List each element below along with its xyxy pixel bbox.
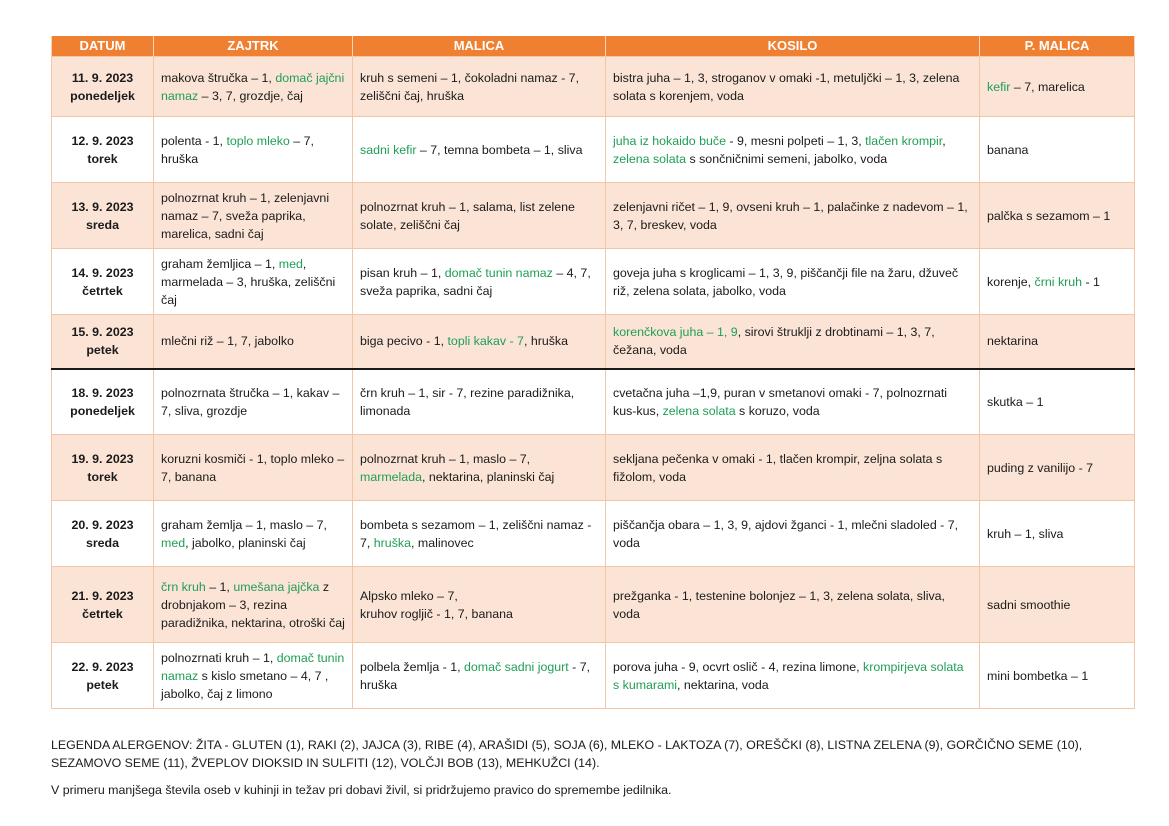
menu-text: polenta - 1, bbox=[161, 133, 227, 148]
weekday-label: petek bbox=[86, 343, 119, 358]
menu-text: bombeta s sezamom – 1, zeliščni namaz - 7, bbox=[360, 517, 592, 550]
menu-text: graham žemlja – 1, maslo – 7, bbox=[161, 517, 327, 532]
menu-row bbox=[52, 567, 1135, 643]
p-malica-cell bbox=[980, 183, 1135, 249]
menu-text: porova juha - 9, ocvrt oslič - 4, rezina limone, bbox=[613, 659, 863, 674]
p-malica-cell bbox=[980, 57, 1135, 117]
day-cell bbox=[52, 249, 154, 315]
date-label: 11. 9. 2023 bbox=[71, 70, 134, 85]
header-zajtrk: ZAJTRK bbox=[154, 36, 353, 57]
malica-cell bbox=[353, 643, 606, 709]
weekday-label: ponedeljek bbox=[70, 403, 135, 418]
menu-text: prežganka - 1, testenine bolonjez – 1, 3, zelena solata, sliva, voda bbox=[613, 588, 946, 621]
malica-cell bbox=[353, 117, 606, 183]
menu-text: sadni smoothie bbox=[987, 597, 1071, 612]
weekday-label: četrtek bbox=[82, 606, 123, 621]
kosilo-cell bbox=[606, 249, 980, 315]
p-malica-cell bbox=[980, 643, 1135, 709]
menu-text: polnozrnata štručka – 1, kakav – 7, sliva, grozdje bbox=[161, 385, 340, 418]
p-malica-cell bbox=[980, 369, 1135, 435]
disclaimer-note: V primeru manjšega števila oseb v kuhinji in težav pri dobavi živil, si pridržujemo pravico do spremembe jedilnika. bbox=[51, 783, 672, 797]
highlighted-food-item: črni kruh bbox=[1034, 274, 1083, 289]
day-cell bbox=[52, 643, 154, 709]
menu-text: – 1, bbox=[205, 579, 234, 594]
menu-text: koruzni kosmiči - 1, toplo mleko – 7, banana bbox=[161, 451, 345, 484]
day-cell bbox=[52, 183, 154, 249]
menu-text: – 7, temna bombeta – 1, sliva bbox=[416, 142, 583, 157]
menu-text: s kislo smetano – 4, 7 , jabolko, čaj z limono bbox=[161, 668, 329, 701]
menu-text: , bbox=[942, 133, 946, 148]
day-cell bbox=[52, 315, 154, 369]
menu-text: kruh – 1, sliva bbox=[987, 526, 1064, 541]
day-cell bbox=[52, 117, 154, 183]
menu-text: bistra juha – 1, 3, stroganov v omaki -1, metuljčki – 1, 3, zelena solata s korenjem, voda bbox=[613, 70, 960, 103]
menu-text: , marmelada – 3, hruška, zeliščni čaj bbox=[161, 256, 336, 307]
menu-row bbox=[52, 183, 1135, 249]
zajtrk-cell bbox=[154, 117, 353, 183]
menu-text: biga pecivo - 1, bbox=[360, 334, 448, 349]
highlighted-food-item: zelena solata bbox=[662, 403, 736, 418]
highlighted-food-item: zelena solata bbox=[613, 151, 687, 166]
date-label: 19. 9. 2023 bbox=[71, 451, 134, 466]
malica-cell bbox=[353, 315, 606, 369]
date-label: 18. 9. 2023 bbox=[71, 385, 134, 400]
zajtrk-cell bbox=[154, 315, 353, 369]
highlighted-food-item: korenčkova juha – 1, 9 bbox=[613, 325, 738, 340]
highlighted-food-item: hruška bbox=[373, 535, 411, 550]
highlighted-food-item: marmelada bbox=[360, 469, 422, 484]
menu-text: - 9, mesni polpeti – 1, 3, bbox=[725, 133, 866, 148]
kosilo-cell bbox=[606, 501, 980, 567]
menu-text: graham žemljica – 1, bbox=[161, 256, 279, 271]
header-p-malica: P. MALICA bbox=[980, 36, 1135, 57]
highlighted-food-item: juha iz hokaido buče bbox=[613, 133, 726, 148]
day-cell bbox=[52, 57, 154, 117]
menu-text: skutka – 1 bbox=[987, 394, 1044, 409]
date-label: 21. 9. 2023 bbox=[71, 588, 134, 603]
highlighted-food-item: sadni kefir bbox=[360, 142, 417, 157]
menu-text: kruh s semeni – 1, čokoladni namaz - 7, zeliščni čaj, hruška bbox=[360, 70, 580, 103]
menu-text: Alpsko mleko – 7, bbox=[360, 588, 458, 603]
malica-cell bbox=[353, 567, 606, 643]
kosilo-cell bbox=[606, 369, 980, 435]
menu-row bbox=[52, 369, 1135, 435]
zajtrk-cell bbox=[154, 567, 353, 643]
menu-text: - 7, hruška bbox=[360, 659, 591, 692]
date-label: 14. 9. 2023 bbox=[71, 265, 134, 280]
zajtrk-cell bbox=[154, 57, 353, 117]
zajtrk-cell bbox=[154, 183, 353, 249]
menu-text: – 7, marelica bbox=[1010, 79, 1085, 94]
zajtrk-cell bbox=[154, 643, 353, 709]
malica-cell bbox=[353, 369, 606, 435]
kosilo-cell bbox=[606, 117, 980, 183]
menu-row bbox=[52, 643, 1135, 709]
date-label: 12. 9. 2023 bbox=[71, 133, 134, 148]
highlighted-food-item: krompirjeva solata s kumarami bbox=[613, 659, 964, 692]
menu-text: polbela žemlja - 1, bbox=[360, 659, 464, 674]
menu-text: zelenjavni ričet – 1, 9, ovseni kruh – 1, palačinke z nadevom – 1, 3, 7, breskev, voda bbox=[613, 199, 968, 232]
menu-text: z drobnjakom – 3, rezina paradižnika, nektarina, otroški čaj bbox=[161, 579, 345, 630]
malica-cell bbox=[353, 435, 606, 501]
menu-text: , nektarina, planinski čaj bbox=[421, 469, 555, 484]
menu-text: polnozrnat kruh – 1, salama, list zelene solate, zeliščni čaj bbox=[360, 199, 575, 232]
kosilo-cell bbox=[606, 435, 980, 501]
zajtrk-cell bbox=[154, 501, 353, 567]
highlighted-food-item: topli kakav - 7 bbox=[447, 334, 524, 349]
highlighted-food-item: tlačen krompir bbox=[865, 133, 943, 148]
menu-text: banana bbox=[987, 142, 1029, 157]
menu-text: pisan kruh – 1, bbox=[360, 265, 445, 280]
malica-cell bbox=[353, 183, 606, 249]
menu-text: s koruzo, voda bbox=[735, 403, 820, 418]
header-datum: DATUM bbox=[52, 36, 154, 57]
menu-text: mini bombetka – 1 bbox=[987, 668, 1089, 683]
weekday-label: sreda bbox=[85, 217, 120, 232]
menu-row bbox=[52, 117, 1135, 183]
menu-text: , nektarina, voda bbox=[677, 677, 769, 692]
menu-text: makova štručka – 1, bbox=[161, 70, 276, 85]
date-label: 20. 9. 2023 bbox=[71, 517, 134, 532]
menu-text: mlečni riž – 1, 7, jabolko bbox=[161, 334, 294, 349]
highlighted-food-item: domač tunin namaz bbox=[161, 650, 345, 683]
menu-text: cvetačna juha –1,9, puran v smetanovi omaki - 7, polnozrnati kus-kus, bbox=[613, 385, 948, 418]
highlighted-food-item: toplo mleko bbox=[226, 133, 290, 148]
weekday-label: torek bbox=[87, 469, 118, 484]
menu-text: polnozrnat kruh – 1, maslo – 7, bbox=[360, 451, 531, 466]
highlighted-food-item: domač sadni jogurt bbox=[464, 659, 569, 674]
menu-row bbox=[52, 501, 1135, 567]
day-cell bbox=[52, 369, 154, 435]
highlighted-food-item: črn kruh bbox=[161, 579, 206, 594]
date-label: 22. 9. 2023 bbox=[71, 659, 134, 674]
highlighted-food-item: umešana jajčka bbox=[233, 579, 320, 594]
kosilo-cell bbox=[606, 57, 980, 117]
menu-text: s sončničnimi semeni, jabolko, voda bbox=[686, 151, 888, 166]
p-malica-cell bbox=[980, 315, 1135, 369]
zajtrk-cell bbox=[154, 249, 353, 315]
malica-cell bbox=[353, 249, 606, 315]
menu-text: polnozrnat kruh – 1, zelenjavni namaz – 7, sveža paprika, marelica, sadni čaj bbox=[161, 190, 330, 241]
menu-row bbox=[52, 57, 1135, 117]
menu-text: sekljana pečenka v omaki - 1, tlačen krompir, zeljna solata s fižolom, voda bbox=[613, 451, 943, 484]
zajtrk-cell bbox=[154, 369, 353, 435]
highlighted-food-item: domač tunin namaz bbox=[444, 265, 553, 280]
header-kosilo: KOSILO bbox=[606, 36, 980, 57]
menu-table bbox=[51, 36, 1135, 709]
highlighted-food-item: med bbox=[278, 256, 303, 271]
weekday-label: torek bbox=[87, 151, 118, 166]
day-cell bbox=[52, 501, 154, 567]
kosilo-cell bbox=[606, 183, 980, 249]
header-malica: MALICA bbox=[353, 36, 606, 57]
menu-text: – 4, 7, sveža paprika, sadni čaj bbox=[360, 265, 591, 298]
menu-body bbox=[52, 57, 1135, 709]
zajtrk-cell bbox=[154, 435, 353, 501]
menu-row bbox=[52, 435, 1135, 501]
malica-cell bbox=[353, 57, 606, 117]
date-label: 13. 9. 2023 bbox=[71, 199, 134, 214]
menu-text: , jabolko, planinski čaj bbox=[185, 535, 306, 550]
menu-text: , malinovec bbox=[410, 535, 474, 550]
weekday-label: ponedeljek bbox=[70, 88, 135, 103]
menu-text: korenje, bbox=[987, 274, 1035, 289]
p-malica-cell bbox=[980, 249, 1135, 315]
p-malica-cell bbox=[980, 117, 1135, 183]
menu-text: - 1 bbox=[1082, 274, 1100, 289]
malica-cell bbox=[353, 501, 606, 567]
menu-text: kruhov rogljič - 1, 7, banana bbox=[360, 606, 513, 621]
weekday-label: četrtek bbox=[82, 283, 123, 298]
menu-text: palčka s sezamom – 1 bbox=[987, 208, 1111, 223]
weekday-label: sreda bbox=[85, 535, 120, 550]
kosilo-cell bbox=[606, 643, 980, 709]
day-cell bbox=[52, 435, 154, 501]
menu-text: , sirovi štruklji z drobtinami – 1, 3, 7, čežana, voda bbox=[613, 325, 935, 358]
highlighted-food-item: med bbox=[161, 535, 186, 550]
weekday-label: petek bbox=[86, 677, 119, 692]
menu-row bbox=[52, 315, 1135, 369]
kosilo-cell bbox=[606, 567, 980, 643]
menu-text: črn kruh – 1, sir - 7, rezine paradižnika, limonada bbox=[360, 385, 575, 418]
highlighted-food-item: kefir bbox=[987, 79, 1011, 94]
menu-text: – 3, 7, grozdje, čaj bbox=[198, 88, 303, 103]
menu-text: nektarina bbox=[987, 334, 1038, 349]
highlighted-food-item: domač jajčni namaz bbox=[161, 70, 345, 103]
p-malica-cell bbox=[980, 435, 1135, 501]
header-row bbox=[52, 36, 1135, 57]
menu-text: piščančja obara – 1, 3, 9, ajdovi žganci - 1, mlečni sladoled - 7, voda bbox=[613, 517, 959, 550]
menu-text: , hruška bbox=[523, 334, 569, 349]
menu-text: goveja juha s kroglicami – 1, 3, 9, piščančji file na žaru, džuveč riž, zelena solata, jabolko, voda bbox=[613, 265, 959, 298]
p-malica-cell bbox=[980, 567, 1135, 643]
day-cell bbox=[52, 567, 154, 643]
menu-text: polnozrnati kruh – 1, bbox=[161, 650, 277, 665]
menu-row bbox=[52, 249, 1135, 315]
date-label: 15. 9. 2023 bbox=[71, 325, 134, 340]
menu-text: – 7, hruška bbox=[161, 133, 314, 166]
allergen-legend: LEGENDA ALERGENOV: ŽITA - GLUTEN (1), RAKI (2), JAJCA (3), RIBE (4), ARAŠIDI (5), SOJA (6), MLEKO - LAKTOZA (7), OREŠČKI (8), LISTNA ZELENA (9), GORČIČNO SEME (10), SEZAMOVO SEME (11), ŽVEPLOV DIOKSID IN SULFITI (12), VOLČJI BOB (13), MEHKUŽCI (14). bbox=[51, 738, 1083, 770]
menu-text: puding z vanilijo - 7 bbox=[987, 460, 1094, 475]
p-malica-cell bbox=[980, 501, 1135, 567]
kosilo-cell bbox=[606, 315, 980, 369]
